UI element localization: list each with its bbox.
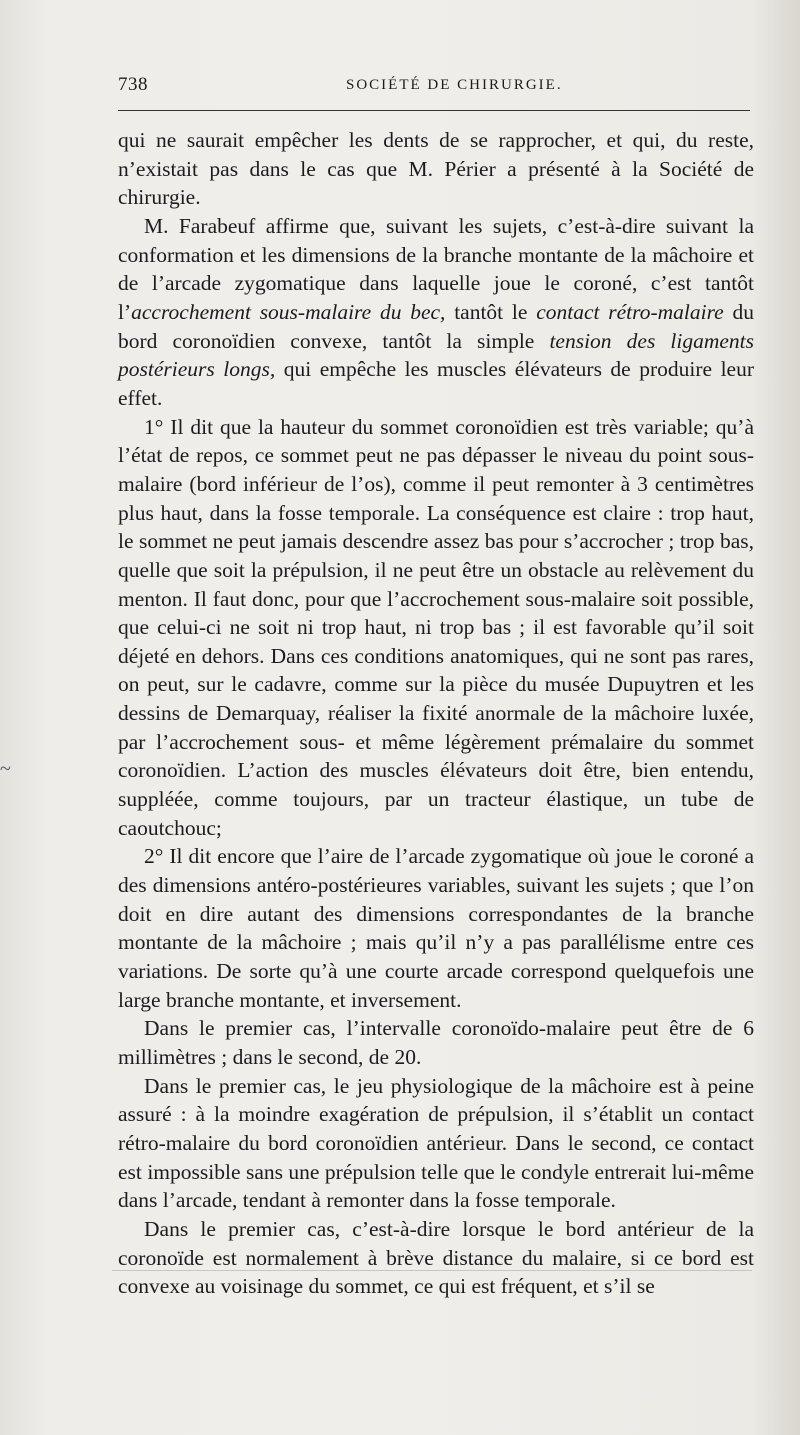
- text-run: Dans le premier cas, c’est-à-dire lorsque le bord antérieur de la coronoïde est normalement à brève distance du malaire, si ce bord est convexe au voisinage du sommet, ce qui est fréquent, et s’il se: [118, 1216, 754, 1299]
- text-run: qui empêche les muscles élévateurs de produire leur effet.: [118, 357, 755, 410]
- page-number: 738: [118, 74, 148, 95]
- running-title: SOCIÉTÉ DE CHIRURGIE.: [346, 77, 563, 93]
- text-run: qui ne saurait empêcher les dents de se rapprocher, et qui, du reste, n’existait pas dans le cas que M. Périer a présenté à la Société de chirurgie.: [118, 128, 754, 210]
- italic-text: contact rétro-malaire: [536, 299, 724, 324]
- body-text: [118, 126, 754, 1301]
- text-run: Dans le premier cas, le jeu physiologique de la mâchoire est à peine assuré : à la moindre exagération de prépulsion, il s’établit un contact rétro-malaire du bord coronoïdien antérieur. Dans le second, ce contact est impossible sans une prépulsion telle que le condyle entrerait lui-même dans l’arcade, tendant à remonter dans la fosse temporale.: [118, 1073, 754, 1213]
- header-rule: [118, 110, 750, 111]
- text-run: M. Farabeuf affirme que, suivant les sujets, c’est-à-dire suivant la conformation et les dimensions de la branche montante de la mâchoire et de l’arcade zygomatique dans laquelle joue le coroné, c’est tantôt l’: [118, 213, 754, 324]
- paragraph: [118, 1215, 754, 1301]
- paragraph: [118, 413, 754, 843]
- text-run: 2° Il dit encore que l’aire de l’arcade zygomatique où joue le coroné a des dimensions antéro-postérieures variables, suivant les sujets ; que l’on doit en dire autant des dimensions correspondantes de la branche montante de la mâchoire ; mais qu’il n’y a pas parallélisme entre ces variations. De sorte qu’à une courte arcade correspond quelquefois une large branche montante, et inversement.: [118, 844, 754, 1012]
- paragraph: [118, 126, 754, 212]
- text-run: Dans le premier cas, l’intervalle coronoïdo-malaire peut être de 6 millimètres ; dans le second, de 20.: [118, 1016, 754, 1069]
- page-header: [118, 72, 748, 102]
- paragraph: [118, 1014, 754, 1071]
- paragraph: [118, 842, 754, 1014]
- text-run: tantôt le: [445, 299, 537, 324]
- page-bottom-edge: [112, 1270, 752, 1271]
- paragraph: [118, 212, 754, 413]
- text-run: du bord coronoïdien convexe, tantôt la simple: [118, 299, 754, 353]
- text-run: 1° Il dit que la hauteur du sommet coronoïdien est très variable; qu’à l’état de repos, ce sommet peut ne pas dépasser le niveau du point sous-malaire (bord inférieur de l’os), comme il peut remonter à 3 centimètres plus haut, dans la fosse temporale. La conséquence est claire : trop haut, le sommet ne peut jamais descendre assez bas pour s’accrocher ; trop bas, quelle que soit la prépulsion, il ne peut être un obstacle au relèvement du menton. Il faut donc, pour que l’accrochement sous-malaire soit possible, que celui-ci ne soit ni trop haut, ni trop bas ; il est favorable qu’il soit déjeté en dehors. Dans ces conditions anatomiques, qui ne sont pas rares, on peut, sur le cadavre, comme sur la pièce du musée Dupuytren et les dessins de Demarquay, réaliser la fixité anormale de la mâchoire luxée, par l’accrochement sous- et même légèrement prémalaire du sommet coronoïdien. L’action des muscles élévateurs doit être, bien entendu, suppléée, comme toujours, par un tracteur élastique, un tube de caoutchouc;: [118, 414, 754, 840]
- italic-text: tension des ligaments postérieurs longs,: [118, 328, 755, 382]
- italic-text: accrochement sous-malaire du bec,: [131, 299, 446, 324]
- paragraph: [118, 1072, 754, 1215]
- margin-mark: ~: [0, 758, 11, 780]
